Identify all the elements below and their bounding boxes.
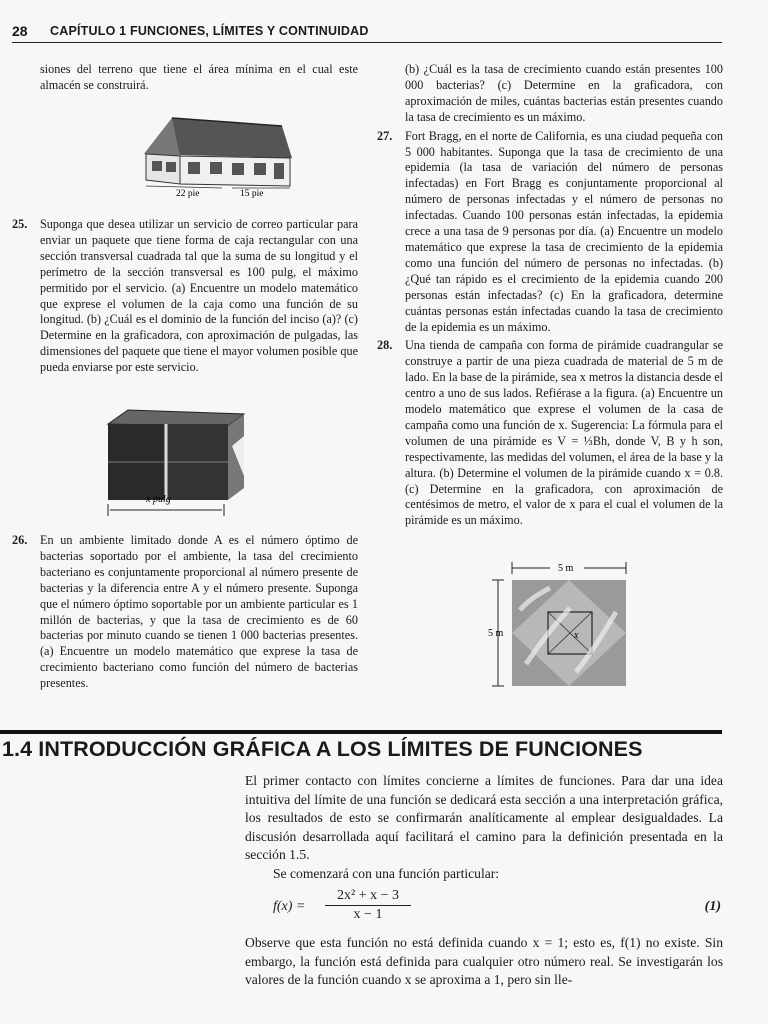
running-header (12, 22, 722, 43)
equation-1 (245, 888, 723, 928)
exercise-number: 25. (12, 217, 28, 231)
fig3-top-label: 5 m (558, 563, 574, 574)
equation-number: (1) (704, 899, 721, 914)
left-column-p25 (12, 217, 358, 376)
section-body (245, 772, 723, 883)
exercise-text: En un ambiente limitado donde A es el número óptimo de bacterias soportado por el ambiente, la tasa del crecimiento bacteriano es conjuntamente proporcional al número presente de bacterias y la diferencia entre A y el número presente. Suponga que el número óptimo soportable por un ambiente particular es 1 millón de bacterias, y que la tasa de crecimiento es de 60 bacterias por minuto cuando se tienen 1 000 bacterias presentes. (a) Encuentre un modelo matemático que exprese la tasa de crecimiento bacteriano como función del número de bacterias presentes. (40, 533, 358, 691)
exercise-27 (377, 128, 723, 336)
fig3-x-label: x (574, 630, 579, 641)
exercise-26 (12, 533, 358, 692)
section-paragraph-1: El primer contacto con límites concierne a límites de funciones. Para dar una idea intuitiva del límite de una función se dedicará esta sección a una interpretación gráfica, los resultados de esto se confirmarán analíticamente al emplear desigualdades. La discusión desarrollada aquí facilitará el camino para la definición presentada en la sección 1.5. (245, 773, 723, 862)
section-rule (0, 730, 722, 734)
exercise-text: Una tienda de campaña con forma de pirámide cuadrangular se construye a partir de una pieza cuadrada de material de 5 m de lado. En la base de la pirámide, sea x metros la distancia desde el centro a uno de sus lados. Refiérase a la figura. (a) Encuentre un modelo matemático que exprese el volumen de la casa de campaña como una función de x. Sugerencia: La fórmula para el volumen de una pirámide es V = ⅓Bh, donde V, B y h son, respectivamente, las medidas del volumen, el área de la base y la altura. (b) Determine el volumen de la pirámide cuando x = 0.8. (c) Determine en la graficadora, con aproximación de centésimos de metro, el valor de x para el cual el volumen de la pirámide es un máximo. (405, 338, 723, 528)
exercise-text: Fort Bragg, en el norte de California, es una ciudad pequeña con 5 000 habitantes. Suponga que la tasa de crecimiento de una epidemia (la tasa de variación del número de personas infectadas) en Fort Bragg es conjuntamente proporcional al número de personas infectadas y el número de personas no infectadas. Cuando 100 personas están infectadas, la epidemia crece a una tasa de 9 personas por día. (a) Encuentre un modelo matemático que exprese la tasa de crecimiento de la epidemia como una función del número de personas no infectadas. (b) ¿Qué tan rápido es el crecimiento de la epidemia cuando 200 personas están infectadas? (c) En la graficadora, determine cuántas personas están infectadas cuando la tasa de crecimiento de la epidemia es un máximo. (405, 128, 723, 334)
tent-figure (486, 554, 636, 690)
exercise-text: Suponga que desea utilizar un servicio de correo particular para enviar un paquete que tiene forma de caja rectangular con una sección transversal cuadrada tal que la suma de su longitud y el perímetro de la sección transversal es 100 pulg, el máximo permitido por el servicio. (a) Encuentre un modelo matemático que exprese el volumen de la caja como una función de su longitud. (b) ¿Cuál es el dominio de la función del inciso (a)? (c) Determine en la graficadora, con aproximación de pulgadas, las dimensiones del paquete que tiene el mayor volumen posible que pueda enviarse por este servicio. (40, 217, 358, 375)
left-column-top (40, 62, 358, 94)
section-body-continued (245, 934, 723, 990)
exercise-number: 27. (377, 128, 393, 143)
fig1-label-a: 22 pie (176, 189, 200, 199)
box-figure (104, 406, 246, 524)
intro-paragraph: siones del terreno que tiene el área mínima en el cual este almacén se construirá. (40, 62, 358, 92)
page-number: 28 (12, 23, 28, 39)
left-column-p26 (12, 533, 358, 692)
exercise-number: 26. (12, 533, 28, 547)
fig3-side-label: 5 m (488, 628, 504, 639)
equation-denominator: x − 1 (353, 907, 383, 922)
chapter-title: CAPÍTULO 1 FUNCIONES, LÍMITES Y CONTINUIDAD (50, 24, 369, 38)
continued-exercise: (b) ¿Cuál es la tasa de crecimiento cuando están presentes 100 000 bacterias? (c) Determine en la graficadora, con aproximación de miles, cuántas bacterias están presentes cuando la tasa de crecimiento es un máximo. (405, 62, 723, 124)
fig1-label-b: 15 pie (240, 189, 264, 199)
equation-lhs: f(x) = (273, 899, 306, 914)
section-paragraph-2: Se comenzará con una función particular: (273, 865, 500, 881)
equation-numerator: 2x² + x − 3 (325, 888, 411, 906)
section-title: 1.4 INTRODUCCIÓN GRÁFICA A LOS LÍMITES DE FUNCIONES (2, 737, 643, 761)
equation-fraction (325, 888, 411, 923)
warehouse-figure (132, 106, 302, 202)
fig2-label: x pulg (146, 494, 171, 505)
exercise-28 (377, 338, 723, 529)
exercise-25 (12, 217, 358, 376)
exercise-number: 28. (377, 338, 393, 353)
section-paragraph-3: Observe que esta función no está definida cuando x = 1; esto es, f(1) no existe. Sin embargo, la función está definida para cualquier otro número real. Se investigarán los valores de la función cuando x se aproxima a 1, pero sin lle- (245, 935, 723, 987)
right-column (377, 62, 723, 529)
